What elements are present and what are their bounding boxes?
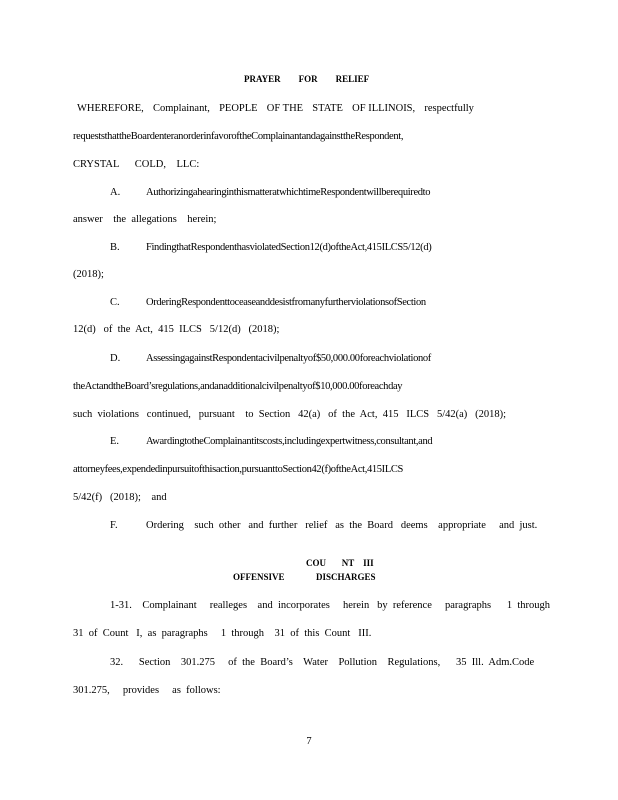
intro-line-2: requeststhattheBoardenteranorderinfavoroftheComplainantandagainsttheRespondent, — [73, 131, 404, 142]
item-b-line-1: FindingthatRespondenthasviolatedSection12(d)oftheAct,415ILCS5/12(d) — [146, 242, 432, 253]
item-b-label: B. — [110, 242, 120, 253]
item-d-line-1: AssessingagainstRespondentacivilpenaltyof$50,000.00foreachviolationof — [146, 353, 431, 364]
item-c-line-2: 12(d) of the Act, 415 ILCS 5/12(d) (2018); — [73, 324, 280, 335]
item-e-line-1: AwardingtotheComplainantitscosts,includingexpertwitness,consultant,and — [146, 436, 433, 447]
intro-line-1 — [77, 102, 474, 115]
intro-word: STATE — [312, 103, 343, 114]
para-32-line-1: 32. Section 301.275 of the Board’s Water Pollution Regulations, 35 Ill. Adm.Code — [110, 657, 535, 668]
item-b-line-2: (2018); — [73, 269, 104, 280]
item-c-label: C. — [110, 297, 120, 308]
item-d-line-3: such violations continued, pursuant to Section 42(a) of the Act, 415 ILCS 5/42(a) (2018); — [73, 409, 507, 420]
intro-word: Complainant, — [153, 103, 210, 114]
item-e-label: E. — [110, 436, 120, 447]
item-c-line-1: OrderingRespondenttoceaseanddesistfromanyfurtherviolationsofSection — [146, 297, 426, 308]
item-d-line-2: theActandtheBoard’sregulations,andanadditionalcivilpenaltyof$10,000.00foreachday — [73, 381, 403, 392]
item-a-label: A. — [110, 187, 121, 198]
item-f-line-1: Ordering such other and further relief as the Board deems appropriate and just. — [146, 520, 538, 531]
intro-word: respectfully — [424, 103, 474, 114]
item-a-line-1: AuthorizingahearinginthismatteratwhichtimeRespondentwillberequiredto — [146, 187, 431, 198]
count-heading: COU NT III — [306, 558, 374, 568]
item-e-line-3: 5/42(f) (2018); and — [73, 492, 167, 503]
intro-word: WHEREFORE, — [77, 103, 144, 114]
item-e-line-2: attorneyfees,expendedinpursuitofthisaction,pursuanttoSection42(f)oftheAct,415ILCS — [73, 464, 404, 475]
count-subheading: OFFENSIVE DISCHARGES — [233, 572, 376, 582]
page-number: 7 — [306, 736, 312, 747]
para-32-line-2: 301.275, provides as follows: — [73, 685, 221, 696]
item-d-label: D. — [110, 353, 121, 364]
intro-line-3: CRYSTAL COLD, LLC: — [73, 159, 200, 170]
intro-word: OF THE — [266, 103, 304, 114]
para-1-31-line-2: 31 of Count I, as paragraphs 1 through 31 of this Count III. — [73, 628, 372, 639]
intro-word: OF ILLINOIS, — [352, 103, 416, 114]
item-f-label: F. — [110, 520, 118, 531]
prayer-heading: PRAYER FOR RELIEF — [244, 74, 370, 84]
intro-word: PEOPLE — [219, 103, 258, 114]
para-1-31-line-1: 1-31. Complainant realleges and incorporates herein by reference paragraphs 1 through — [110, 600, 550, 611]
item-a-line-2: answer the allegations herein; — [73, 214, 217, 225]
